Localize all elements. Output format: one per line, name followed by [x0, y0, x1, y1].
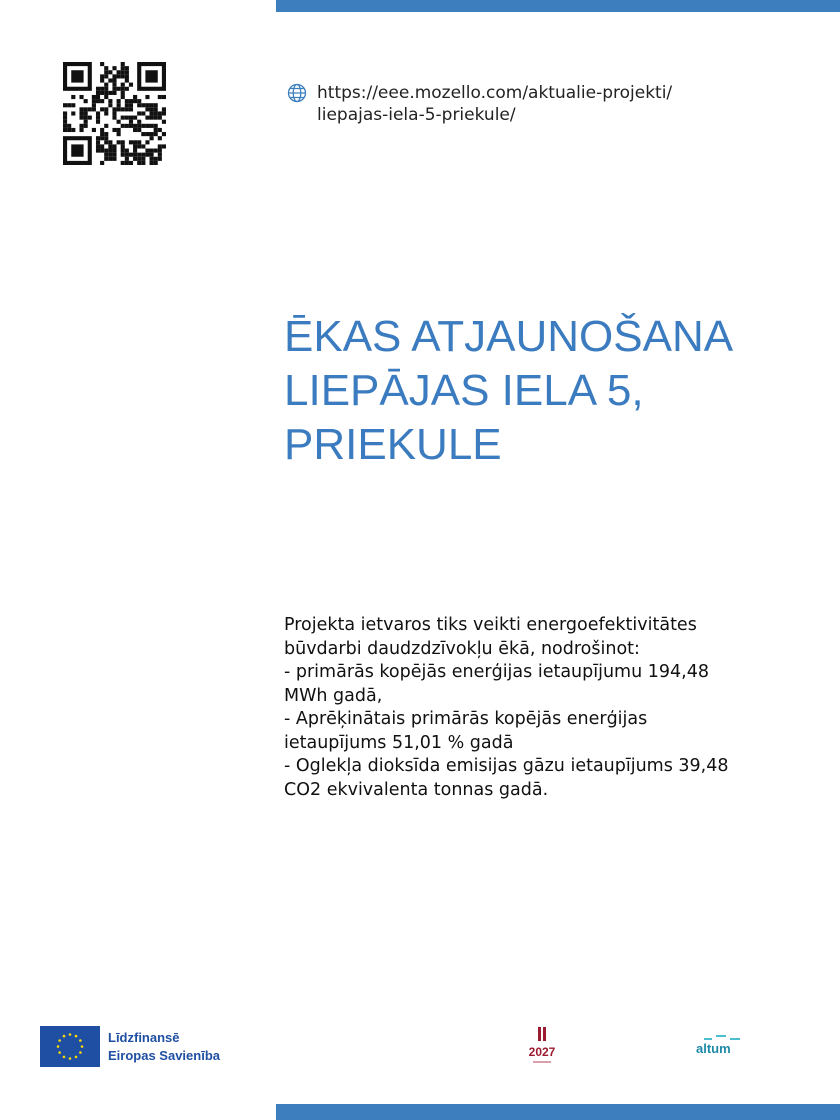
altum-wordmark: altum	[696, 1041, 731, 1056]
top-accent-bar	[276, 0, 840, 12]
title-line-1: ĒKAS ATJAUNOŠANA	[284, 312, 734, 361]
altum-logo	[696, 1035, 744, 1056]
description-line: Projekta ietvaros tiks veikti energoefektivitātes	[284, 615, 697, 635]
project-link[interactable]	[287, 82, 672, 126]
eu-cofinanced-logo	[40, 1026, 220, 1067]
qr-code	[63, 62, 166, 165]
page-title	[284, 310, 733, 472]
description-line: būvdarbi daudzdzīvokļu ēkā, nodrošinot:	[284, 638, 640, 659]
nap-year: 2027	[528, 1045, 556, 1059]
eu-flag-icon	[40, 1026, 100, 1067]
bottom-accent-bar	[276, 1104, 840, 1120]
title-line-2: LIEPĀJAS IELA 5,	[284, 366, 644, 415]
description-line: ietaupījums 51,01 % gadā	[284, 732, 514, 753]
globe-icon	[287, 83, 307, 103]
eu-text-line-2: Eiropas Savienība	[108, 1047, 220, 1063]
description-line: - Aprēķinātais primārās kopējās enerģijas	[284, 709, 648, 729]
link-line-2: liepajas-iela-5-priekule/	[317, 105, 516, 125]
description-line: - Oglekļa dioksīda emisijas gāzu ietaupījums 39,48	[284, 756, 729, 776]
description-line: CO2 ekvivalenta tonnas gadā.	[284, 779, 549, 800]
description-line: - primārās kopējās enerģijas ietaupījumu 194,48	[284, 662, 709, 682]
title-line-3: PRIEKULE	[284, 420, 502, 469]
nap-bars-icon	[535, 1027, 549, 1041]
project-description	[284, 614, 729, 802]
eu-text-line-1: Līdzfinansē	[108, 1029, 180, 1045]
link-line-1: https://eee.mozello.com/aktualie-projekti/	[317, 83, 673, 103]
description-line: MWh gadā,	[284, 685, 383, 706]
nap-2027-logo	[524, 1027, 560, 1063]
